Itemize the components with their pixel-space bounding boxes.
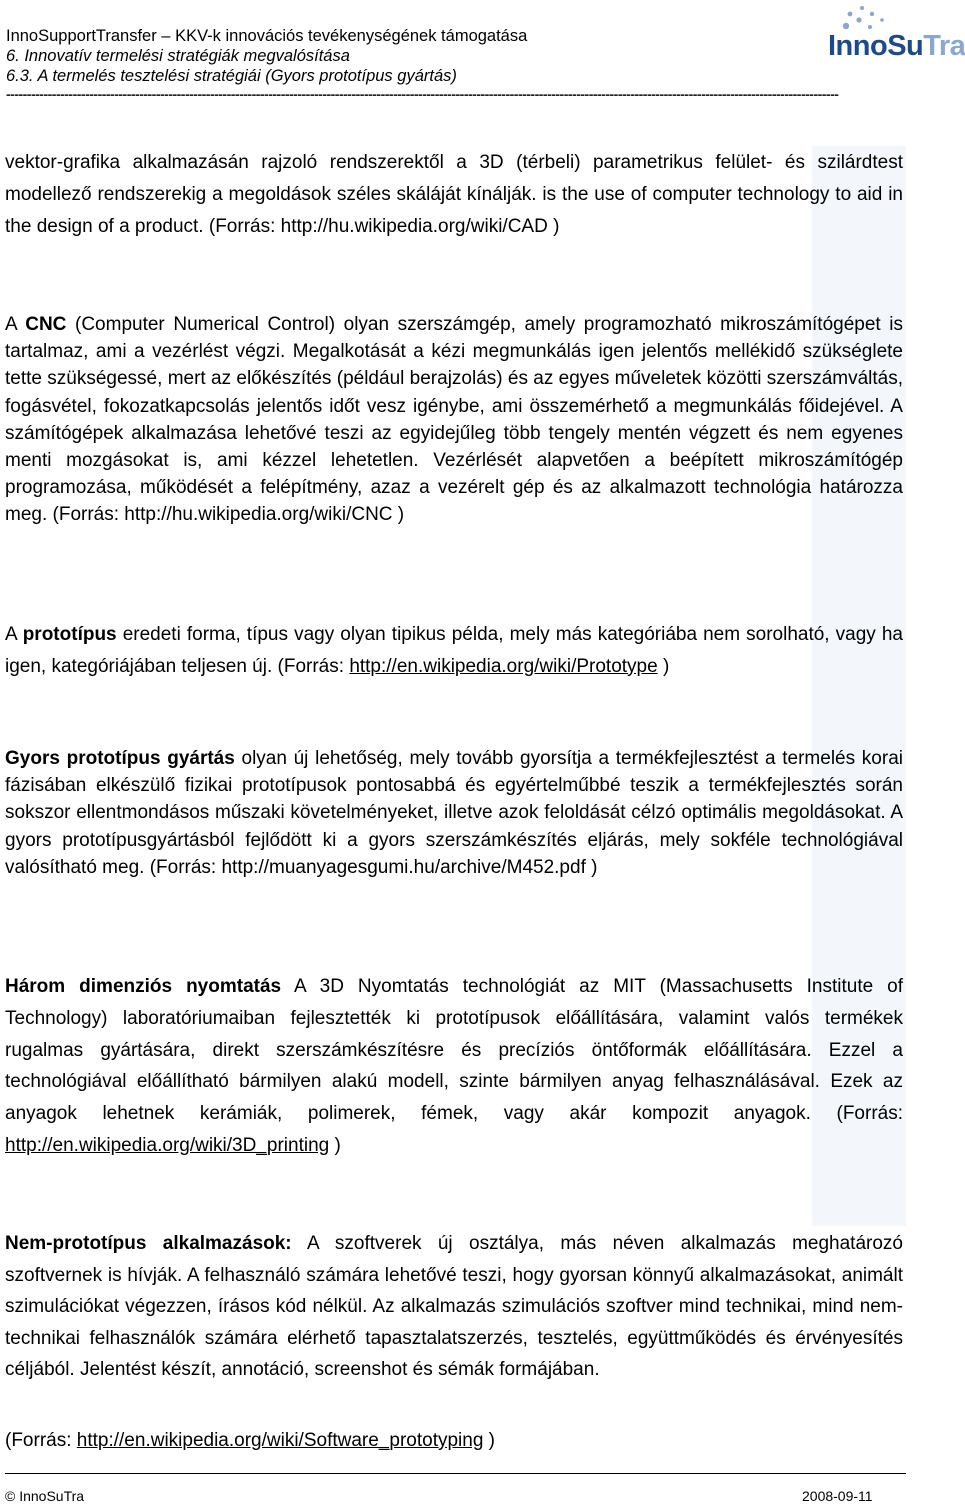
paragraph-prototype <box>5 619 903 682</box>
rapid-prototyping-text <box>5 745 903 881</box>
3d-printing-tail: ) <box>329 1134 341 1156</box>
rapid-prototyping-body: olyan új lehetőség, mely tovább gyorsítja a termékfejlesztést a termelés korai fázisában elkészülő fizikai prototípusok pontosabbá és egyértelműbbé teszik a termékfejlesztés során sokszor ellentmondásos műszaki követelményeket, illetve azok feloldását célzó optimális megoldásokat. A gyors prototípusgyártásból fejlődött ki a gyors szerszámkészítés eljárás, mely sokféle technológiával valósítható meg. (Forrás: http://muanyagesgumi.hu/archive/M452.pdf ) <box>5 748 903 878</box>
prototype-lead: A <box>5 624 23 645</box>
software-prototyping-link[interactable]: http://en.wikipedia.org/wiki/Software_prototyping <box>76 1430 484 1451</box>
cad-text: vektor-grafika alkalmazásán rajzoló rendszerektől a 3D (térbeli) parametrikus felület- és szilárdtest modellező rendszerekig a megoldások széles skáláját kínálják. is the use of computer technology to aid in the design of a product. (Forrás: http://hu.wikipedia.org/wiki/CAD ) <box>5 152 903 237</box>
prototype-body: eredeti forma, típus vagy olyan tipikus példa, mely más kategóriába nem sorolható, vagy ha igen, kategóriájában teljesen új. (Forrás: <box>5 624 903 677</box>
prototype-term: prototípus <box>22 624 117 645</box>
paragraph-cad <box>5 147 903 243</box>
rapid-prototyping-term: Gyors prototípus gyártás <box>5 748 235 769</box>
paragraph-cnc <box>5 311 903 529</box>
paragraph-3d-printing <box>5 971 903 1162</box>
paragraph-non-prototype <box>5 1228 903 1386</box>
prototype-text <box>5 619 903 682</box>
page-header <box>6 26 906 102</box>
footer-copyright: © InnoSuTra <box>5 1488 85 1504</box>
logo-part-su: Su <box>887 30 924 62</box>
header-separator: -------------------------------------------------------------------------------------------------------------------------------------------------------------------------------------------------------- <box>6 86 839 102</box>
header-chapter: 6. Innovatív termelési stratégiák megvalósítása <box>6 47 350 65</box>
cnc-term: CNC <box>25 314 67 335</box>
logo-part-tra: Tra <box>923 30 965 62</box>
cnc-text <box>5 311 903 529</box>
cnc-lead: A <box>5 314 26 335</box>
innosutra-logo <box>826 0 965 70</box>
header-title: InnoSupportTransfer – KKV-k innovációs tevékenységének támogatása <box>6 27 528 45</box>
source-lead: (Forrás: <box>5 1430 77 1451</box>
prototype-link[interactable]: http://en.wikipedia.org/wiki/Prototype <box>349 655 658 677</box>
3d-printing-term: Három dimenziós nyomtatás <box>5 976 282 997</box>
cnc-body: (Computer Numerical Control) olyan szerszámgép, amely programozható mikroszámítógépet is tartalmaz, ami a vezérlést végzi. Megalkotását a kézi megmunkálás igen jelentős mellékidő szükséglete tette szükségessé, mert az előkészítés (például berajzolás) és az egyes műveletek közötti szerszámváltás, fogásvétel, fokozatkapcsolás jelentős időt vesz igénybe, ami összemérhető a megmunkálás főidejével. A számítógépek alkalmazása lehetővé teszi az egyidejűleg több tengely mentén végzett és nem egyenes menti mozgásokat is, ami kézzel lehetetlen. Vezérlését alapvetően a beépített mikroszámítógép programozása, működését a felépítmény, azaz a vezérelt gép és az alkalmazott technológia határozza meg. (Forrás: http://hu.wikipedia.org/wiki/CNC ) <box>5 314 904 526</box>
non-prototype-body: A szoftverek új osztálya, más néven alkalmazás meghatározó szoftvernek is hívják. A felhasználó számára lehetővé teszi, hogy gyorsan könnyű alkalmazásokat, animált szimulációkat végezzen, írásos kód nélkül. Az alkalmazás szimulációs szoftver mind technikai, mind nem-technikai felhasználók számára elérhető tapasztalatszerzés, tesztelés, együttműködés és érvényesítés céljából. Jelentést készít, annotáció, screenshot és sémák formájában. <box>5 1233 903 1380</box>
non-prototype-term: Nem-prototípus alkalmazások: <box>5 1233 292 1254</box>
3d-printing-link[interactable]: http://en.wikipedia.org/wiki/3D_printing <box>5 1134 330 1156</box>
paragraph-rapid-prototyping <box>5 745 903 881</box>
source-tail: ) <box>483 1430 495 1451</box>
logo-wordmark <box>828 30 965 63</box>
paragraph-source <box>5 1425 903 1457</box>
prototype-tail: ) <box>657 655 670 677</box>
source-text <box>5 1425 903 1457</box>
3d-printing-text <box>5 971 903 1162</box>
3d-printing-body: A 3D Nyomtatás technológiát az MIT (Massachusetts Institute of Technology) laboratóriumaiban fejlesztették ki prototípusok előállítására, valamint valós termékek rugalmas gyártására, direkt szerszámkészítésre és precíziós öntőformák előállítására. Ezzel a technológiával előállítható bármilyen alakú modell, szinte bármilyen anyag felhasználásával. Ezek az anyagok lehetnek kerámiák, polimerek, fémek, vagy akár kompozit anyagok. (Forrás: <box>5 976 903 1125</box>
footer-rule <box>5 1473 906 1474</box>
footer-date: 2008-09-11 <box>802 1488 873 1504</box>
header-section: 6.3. A termelés tesztelési stratégiái (Gyors prototípus gyártás) <box>6 67 457 85</box>
non-prototype-text <box>5 1228 903 1386</box>
logo-part-inno: Inno <box>828 30 888 62</box>
